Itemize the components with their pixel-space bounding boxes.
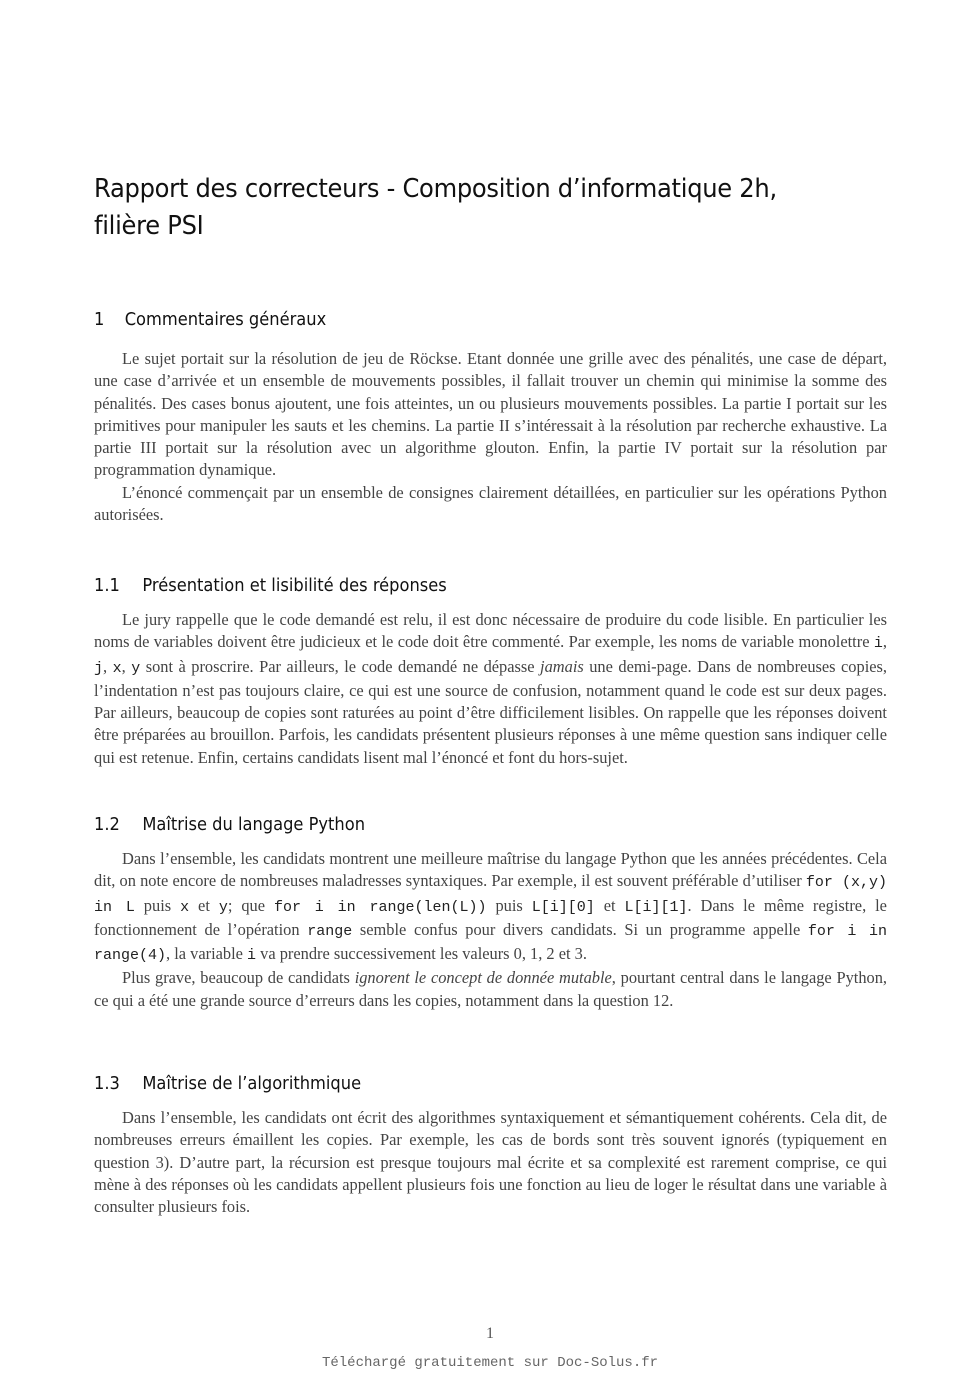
section-1-1-body [94,609,887,769]
emphasis: jamais [540,656,584,676]
section-heading-1 [94,310,326,330]
emphasis: ignorent le concept de donnée mutable [354,968,612,988]
code-inline: x [180,898,190,916]
document-title: Rapport des correcteurs - Composition d’informatique 2h, filière PSI [94,174,777,242]
paragraph: Le jury rappelle que le code demandé est relu, il est donc nécessaire de produire du code lisible. En particulier les noms de variables doivent être judicieux et le code doit être commenté. Par exemple, les noms de variable monolettre i, j, x, y sont à proscrire. Par ailleurs, le code demandé ne dépasse jamais une demi-page. Dans de nombreuses copies, l’indentation n’est pas toujours claire, ce qui est une source de confusion, notamment quand le code est sur deux pages. Par ailleurs, beaucoup de copies sont raturées au point d’être difficilement lisibles. On rappelle que les réponses doivent être préparées au brouillon. Parfois, les candidats présentent plusieurs réponses à une même question sans indiquer celle qui est retenue. Enfin, certains candidats lisent mal l’énoncé et font du hors-sujet. [94,610,887,767]
paragraph: Dans l’ensemble, les candidats montrent une meilleure maîtrise du langage Python que les années précédentes. Cela dit, on note encore de nombreuses maladresses syntaxiques. Par exemple, il est souvent préférable d’utiliser for (x,y) in L puis x et y; que for i in range(len(L)) puis L[i][0] et L[i][1]. Dans le même registre, le fonctionnement de l’opération range semble confus pour divers candidats. Si un programme appelle for i in range(4), la variable i va prendre successivement les valeurs 0, 1, 2 et 3. [94,849,887,965]
section-number: 1 [94,310,105,330]
paragraph: Dans l’ensemble, les candidats ont écrit des algorithmes syntaxiquement et sémantiquement cohérents. Cela dit, de nombreuses erreurs émaillent les copies. Par exemple, les cas de bords sont très souvent ignorés (typiquement en question 3). D’autre part, la récursion est presque toujours mal écrite et sa complexité est rarement comprise, ce qui mène à des réponses où les candidats appellent plusieurs fois une fonction au lieu de loger le résultat dans une variable à consulter plusieurs fois. [94,1108,887,1217]
section-number: 1.1 [94,576,120,596]
paragraph: Plus grave, beaucoup de candidats ignorent le concept de donnée mutable, pourtant central dans le langage Python, ce qui a été une grande source d’erreurs dans les copies, notamment dans la question 12. [94,968,888,1010]
code-inline: for i in range(len(L)) [273,898,487,916]
code-inline: y [218,898,228,916]
section-title: Maîtrise du langage Python [142,815,366,835]
section-number: 1.3 [94,1074,120,1094]
code-inline: i [247,947,257,965]
code-inline: for i in range(4) [94,922,887,965]
section-title: Commentaires généraux [124,310,327,330]
code-inline: j [94,659,104,677]
code-inline: for (x,y) in L [94,874,887,916]
section-1-3-body [94,1107,887,1218]
code-inline: y [131,659,141,677]
section-title: Présentation et lisibilité des réponses [142,576,447,596]
code-inline: x [112,659,122,677]
section-1-2-body [94,848,887,1012]
code-inline: i [873,635,883,653]
paragraph: Le sujet portait sur la résolution de jeu de Röckse. Etant donnée une grille avec des pénalités, une case de départ, une case d’arrivée et un ensemble de mouvements possibles, il fallait trouver un chemin qui minimise la somme des pénalités. Des cases bonus ajoutent, une fois atteintes, un ou plusieurs mouvements possibles. La partie I portait sur les primitives pour manipuler les sauts et les chemins. La partie II s’intéressait à la résolution par recherche exhaustive. La partie III portait sur la résolution avec un algorithme glouton. Enfin, la partie IV portait sur la résolution par programmation dynamique. [94,349,887,480]
section-heading-1-1 [94,576,447,596]
section-number: 1.2 [94,815,120,835]
page-number: 1 [486,1325,494,1342]
code-inline: L[i][1] [624,898,688,916]
section-title: Maîtrise de l’algorithmique [142,1074,362,1094]
paragraph: L’énoncé commençait par un ensemble de consignes clairement détaillées, en particulier sur les opérations Python autorisées. [94,482,887,525]
section-1-body [94,348,887,526]
code-inline: L[i][0] [531,898,595,916]
footer-watermark: Téléchargé gratuitement sur Doc-Solus.fr [321,1355,659,1371]
code-inline: range [307,922,353,940]
section-heading-1-3 [94,1074,361,1094]
section-heading-1-2 [94,815,365,835]
